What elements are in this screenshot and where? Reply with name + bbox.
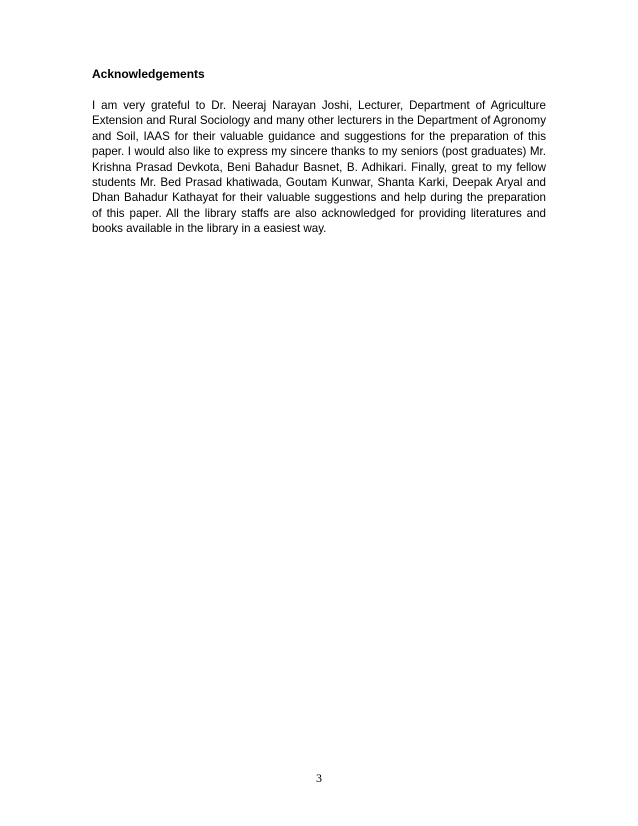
section-heading: Acknowledgements	[92, 67, 205, 81]
acknowledgement-paragraph: I am very grateful to Dr. Neeraj Narayan Joshi, Lecturer, Department of Agriculture Extension and Rural Sociology and many other lecturers in the Department of Agronomy and Soil, IAAS for their valuable guidance and suggestions for the preparation of this paper. I would also like to express my sincere thanks to my seniors (post graduates) Mr. Krishna Prasad Devkota, Beni Bahadur Basnet, B. Adhikari. Finally, great to my fellow students Mr. Bed Prasad khatiwada, Goutam Kunwar, Shanta Karki, Deepak Aryal and Dhan Bahadur Kathayat for their valuable suggestions and help during the preparation of this paper. All the library staffs are also acknowledged for providing literatures and books available in the library in a easiest way.	[92, 99, 546, 236]
page-number: 3	[316, 771, 322, 785]
